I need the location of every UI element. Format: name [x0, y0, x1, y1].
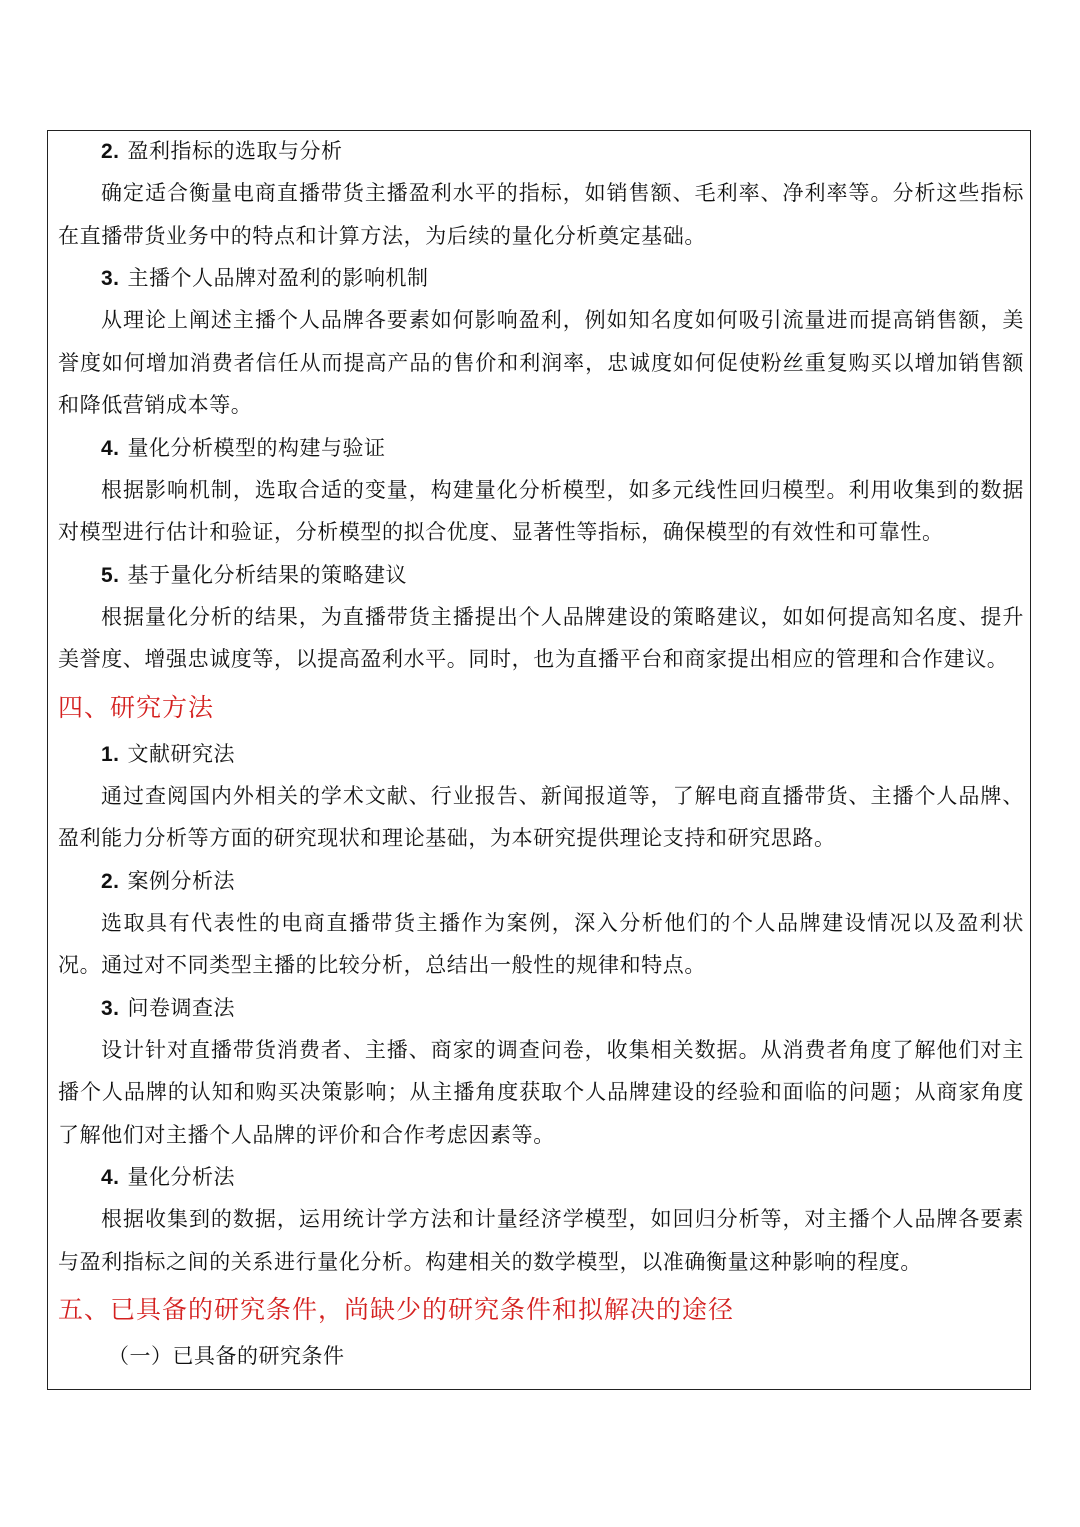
method-item: [58, 1156, 1024, 1283]
section4-heading: 四、研究方法: [58, 692, 215, 722]
item-number: 3.: [101, 267, 120, 290]
item-body: 根据收集到的数据，运用统计学方法和计量经济学模型，如回归分析等，对主播个人品牌各要素与盈利指标之间的关系进行量化分析。构建相关的数学模型，以准确衡量这种影响的程度。: [58, 1207, 1024, 1274]
item-heading: [58, 860, 1024, 902]
item-body: 确定适合衡量电商直播带货主播盈利水平的指标，如销售额、毛利率、净利率等。分析这些指标在直播带货业务中的特点和计算方法，为后续的量化分析奠定基础。: [58, 181, 1024, 248]
section3-item: [58, 554, 1024, 681]
item-title: 文献研究法: [127, 741, 236, 766]
section3-item: [58, 130, 1024, 257]
item-heading: [58, 1156, 1024, 1198]
item-body: 从理论上阐述主播个人品牌各要素如何影响盈利，例如知名度如何吸引流量进而提高销售额，美誉度如何增加消费者信任从而提高产品的售价和利润率，忠诚度如何促使粉丝重复购买以增加销售额和降低营销成本等。: [58, 308, 1024, 417]
section3-item: [58, 427, 1024, 554]
item-title: 问卷调查法: [127, 995, 236, 1020]
item-body: 通过查阅国内外相关的学术文献、行业报告、新闻报道等，了解电商直播带货、主播个人品牌、盈利能力分析等方面的研究现状和理论基础，为本研究提供理论支持和研究思路。: [58, 783, 1024, 850]
item-number: 4.: [101, 1166, 120, 1189]
item-number: 3.: [101, 996, 120, 1020]
item-title: 基于量化分析结果的策略建议: [127, 562, 408, 587]
item-number: 1.: [101, 742, 120, 766]
item-title: 主播个人品牌对盈利的影响机制: [127, 266, 429, 290]
item-body: 设计针对直播带货消费者、主播、商家的调查问卷，收集相关数据。从消费者角度了解他们对主播个人品牌的认知和购买决策影响；从主播角度获取个人品牌建设的经验和面临的问题；从商家角度了解他们对主播个人品牌的评价和合作考虑因素等。: [58, 1037, 1024, 1147]
item-title: 案例分析法: [127, 868, 236, 893]
method-item: [58, 987, 1024, 1157]
item-body: 选取具有代表性的电商直播带货主播作为案例，深入分析他们的个人品牌建设情况以及盈利状况。通过对不同类型主播的比较分析，总结出一般性的规律和特点。: [58, 910, 1024, 977]
item-title: 量化分析模型的构建与验证: [127, 435, 386, 460]
item-heading: [58, 987, 1024, 1029]
item-number: 4.: [101, 436, 120, 460]
section5-subheading: （一）已具备的研究条件: [108, 1344, 345, 1368]
section3-item: [58, 257, 1024, 427]
item-title: 量化分析法: [127, 1165, 236, 1189]
item-heading: [58, 427, 1024, 469]
item-heading: [58, 733, 1024, 775]
method-item: [58, 733, 1024, 860]
item-heading: [58, 130, 1024, 172]
item-number: 5.: [101, 563, 120, 587]
item-body: 根据影响机制，选取合适的变量，构建量化分析模型，如多元线性回归模型。利用收集到的数据对模型进行估计和验证，分析模型的拟合优度、显著性等指标，确保模型的有效性和可靠性。: [58, 477, 1024, 544]
item-heading: [58, 257, 1024, 299]
item-number: 2.: [101, 140, 120, 163]
item-number: 2.: [101, 869, 120, 893]
document-content: [58, 130, 1024, 1377]
item-title: 盈利指标的选取与分析: [127, 139, 343, 163]
section5-heading: 五、已具备的研究条件，尚缺少的研究条件和拟解决的途径: [58, 1295, 735, 1324]
method-item: [58, 860, 1024, 987]
item-heading: [58, 554, 1024, 596]
item-body: 根据量化分析的结果，为直播带货主播提出个人品牌建设的策略建议，如如何提高知名度、提升美誉度、增强忠诚度等，以提高盈利水平。同时，也为直播平台和商家提出相应的管理和合作建议。: [58, 604, 1024, 671]
